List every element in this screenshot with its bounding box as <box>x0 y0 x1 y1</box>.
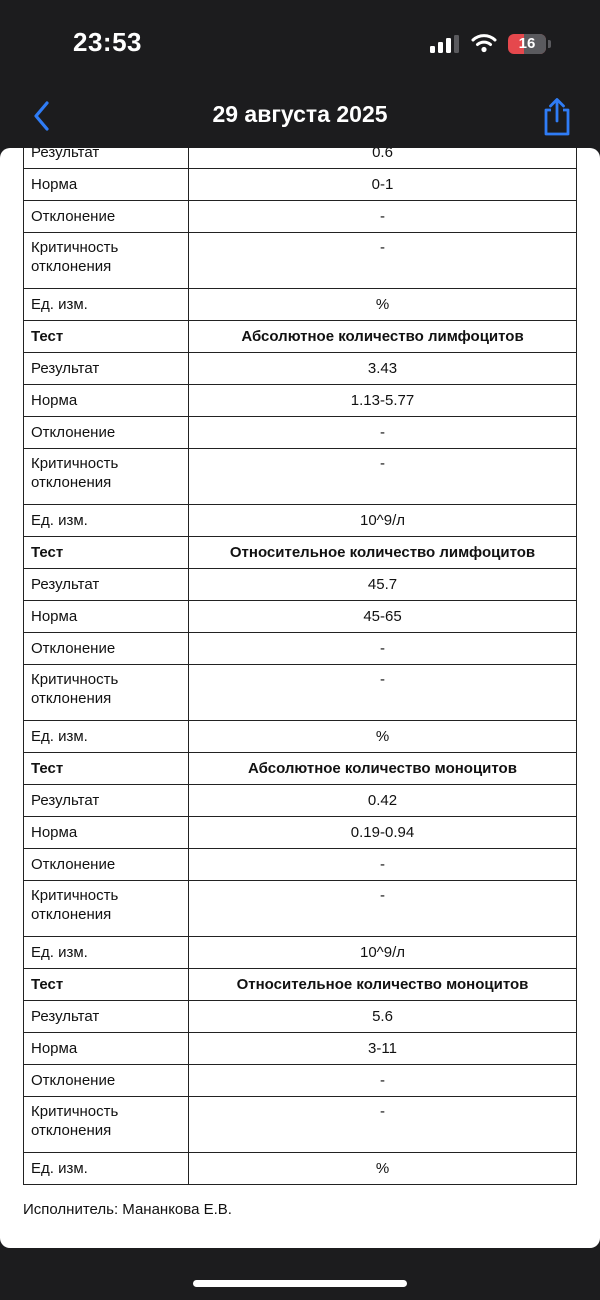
row-value: % <box>189 289 577 321</box>
row-value: 45-65 <box>189 601 577 633</box>
row-label: Ед. изм. <box>24 721 189 753</box>
row-label: Результат <box>24 1001 189 1033</box>
table-row <box>24 505 577 537</box>
table-row <box>24 1065 577 1097</box>
row-value: - <box>189 233 577 289</box>
table-row <box>24 385 577 417</box>
battery-level: 16 <box>518 35 536 52</box>
table-row <box>24 201 577 233</box>
share-icon <box>540 96 574 138</box>
row-value: 0-1 <box>189 169 577 201</box>
row-label: Норма <box>24 169 189 201</box>
table-row <box>24 449 577 505</box>
test-name: Относительное количество моноцитов <box>189 969 577 1001</box>
table-row <box>24 1097 577 1153</box>
row-label: Отклонение <box>24 1065 189 1097</box>
navigation-bar <box>0 90 600 148</box>
row-label: Ед. изм. <box>24 505 189 537</box>
row-label: Результат <box>24 785 189 817</box>
table-row <box>24 353 577 385</box>
table-row <box>24 1033 577 1065</box>
home-indicator[interactable] <box>193 1280 407 1287</box>
row-label: Результат <box>24 569 189 601</box>
row-label: Тест <box>24 753 189 785</box>
row-label: Результат <box>24 148 189 169</box>
row-label: Критичность отклонения <box>24 665 189 721</box>
row-value: 10^9/л <box>189 505 577 537</box>
test-name: Абсолютное количество лимфоцитов <box>189 321 577 353</box>
row-label: Результат <box>24 353 189 385</box>
row-label: Норма <box>24 1033 189 1065</box>
row-value: - <box>189 449 577 505</box>
table-row <box>24 881 577 937</box>
executor-signature: Исполнитель: Мананкова Е.В. <box>23 1201 232 1218</box>
row-value: - <box>189 849 577 881</box>
test-header-row <box>24 537 577 569</box>
row-value: - <box>189 881 577 937</box>
table-row <box>24 633 577 665</box>
table-row <box>24 937 577 969</box>
row-label: Отклонение <box>24 633 189 665</box>
battery-icon <box>508 34 546 54</box>
row-value: 10^9/л <box>189 937 577 969</box>
row-value: - <box>189 1065 577 1097</box>
row-value: % <box>189 721 577 753</box>
table-row <box>24 233 577 289</box>
row-value: 45.7 <box>189 569 577 601</box>
row-label: Ед. изм. <box>24 289 189 321</box>
row-label: Тест <box>24 969 189 1001</box>
wifi-icon <box>471 33 497 53</box>
row-label: Критичность отклонения <box>24 449 189 505</box>
table-row <box>24 148 577 169</box>
row-label: Тест <box>24 537 189 569</box>
row-value: - <box>189 665 577 721</box>
table-row <box>24 1001 577 1033</box>
row-value: 3-11 <box>189 1033 577 1065</box>
row-label: Критичность отклонения <box>24 881 189 937</box>
row-label: Норма <box>24 385 189 417</box>
test-header-row <box>24 753 577 785</box>
row-value: 1.13-5.77 <box>189 385 577 417</box>
row-label: Отклонение <box>24 201 189 233</box>
table-row <box>24 417 577 449</box>
table-row <box>24 849 577 881</box>
test-header-row <box>24 321 577 353</box>
test-header-row <box>24 969 577 1001</box>
results-table <box>23 148 577 1185</box>
row-label: Отклонение <box>24 849 189 881</box>
row-label: Тест <box>24 321 189 353</box>
row-label: Критичность отклонения <box>24 233 189 289</box>
table-row <box>24 817 577 849</box>
table-row <box>24 721 577 753</box>
table-row <box>24 569 577 601</box>
row-label: Ед. изм. <box>24 1153 189 1185</box>
row-value: 0.6 <box>189 148 577 169</box>
row-value: 0.42 <box>189 785 577 817</box>
row-label: Критичность отклонения <box>24 1097 189 1153</box>
share-button[interactable] <box>540 96 574 138</box>
document-view[interactable] <box>0 148 600 1248</box>
row-value: % <box>189 1153 577 1185</box>
row-value: 3.43 <box>189 353 577 385</box>
row-value: - <box>189 633 577 665</box>
row-value: 0.19-0.94 <box>189 817 577 849</box>
row-label: Отклонение <box>24 417 189 449</box>
table-row <box>24 289 577 321</box>
signal-icon <box>430 35 460 53</box>
test-name: Относительное количество лимфоцитов <box>189 537 577 569</box>
row-label: Норма <box>24 817 189 849</box>
table-row <box>24 665 577 721</box>
table-row <box>24 785 577 817</box>
test-name: Абсолютное количество моноцитов <box>189 753 577 785</box>
table-row <box>24 169 577 201</box>
row-value: - <box>189 201 577 233</box>
table-row <box>24 601 577 633</box>
battery-cap <box>548 40 551 48</box>
page-title: 29 августа 2025 <box>212 101 388 127</box>
status-time: 23:53 <box>73 27 142 57</box>
row-label: Ед. изм. <box>24 937 189 969</box>
status-bar <box>0 0 600 90</box>
row-value: - <box>189 417 577 449</box>
row-value: 5.6 <box>189 1001 577 1033</box>
row-value: - <box>189 1097 577 1153</box>
table-row <box>24 1153 577 1185</box>
row-label: Норма <box>24 601 189 633</box>
